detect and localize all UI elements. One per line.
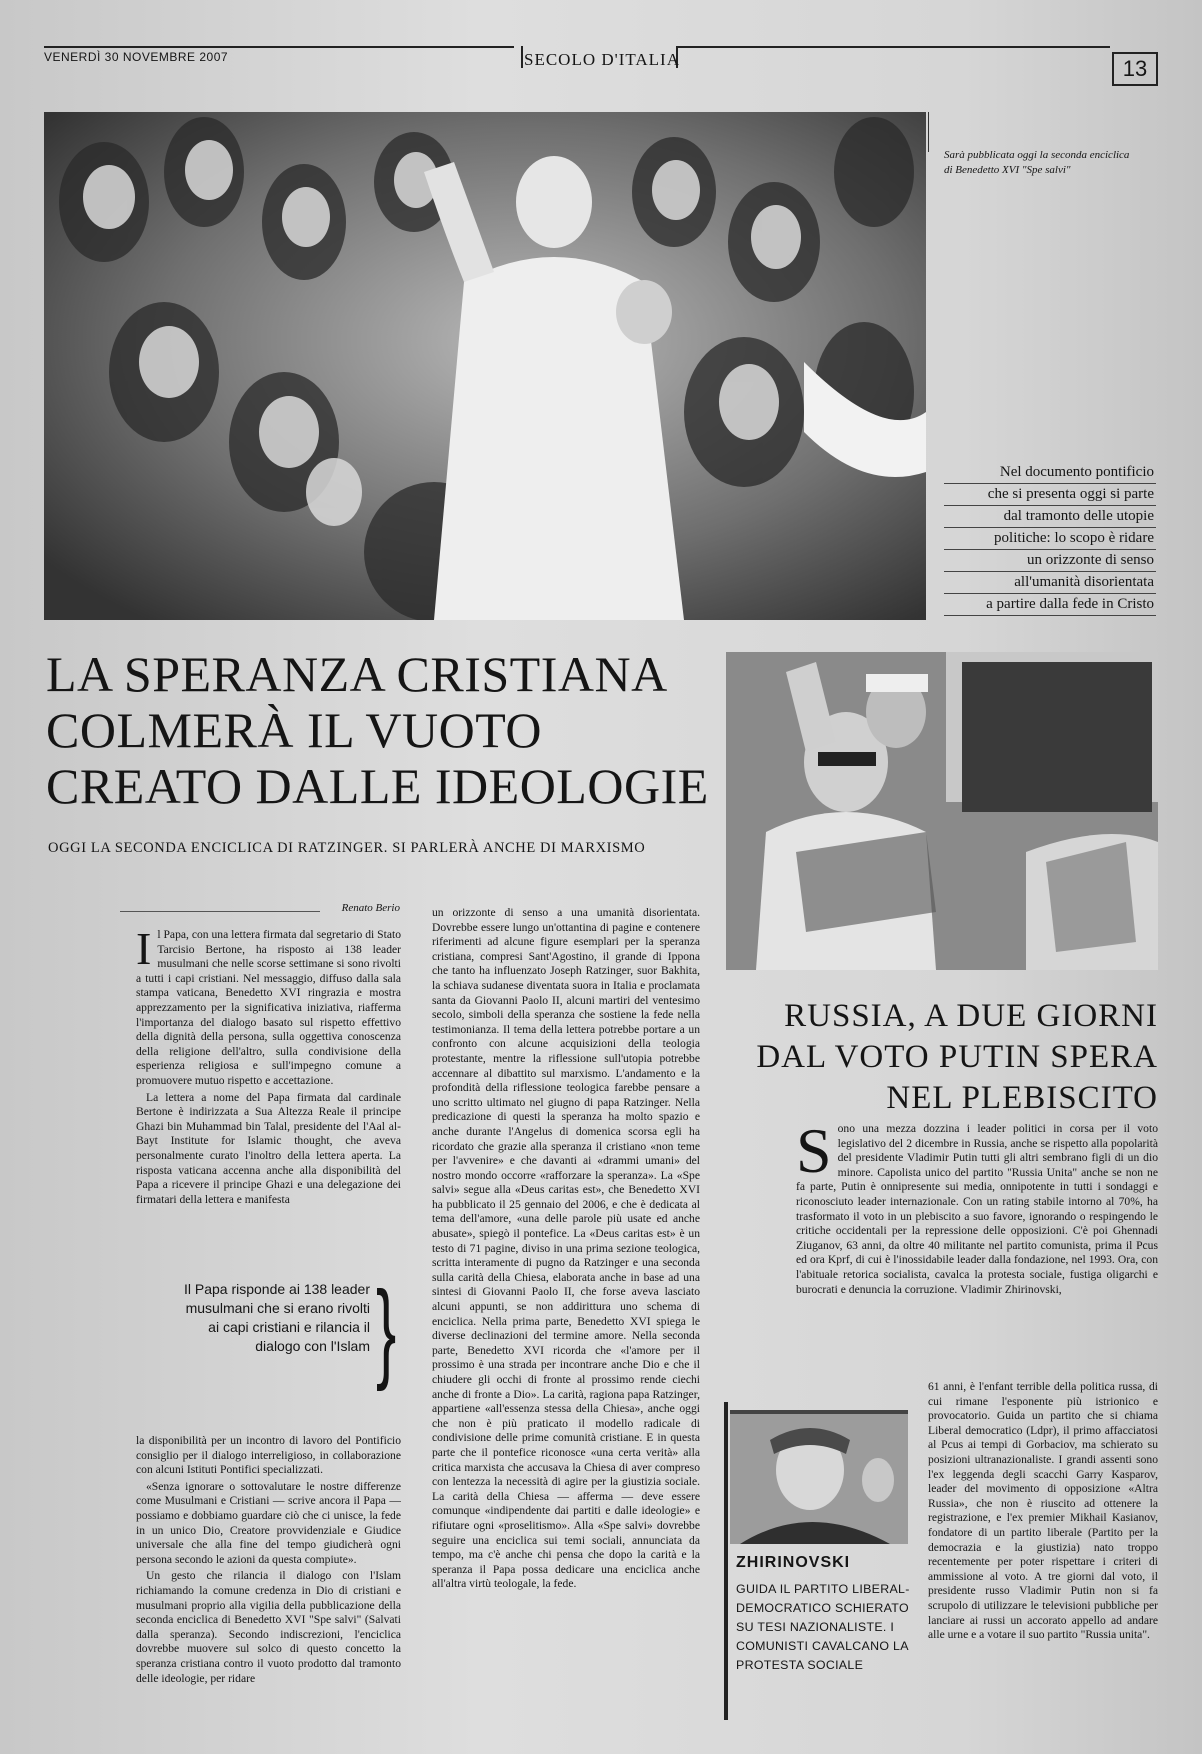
putin-photo <box>726 652 1158 970</box>
main-headline <box>46 646 726 814</box>
page-number: 13 <box>1112 52 1158 86</box>
russia-column-top <box>796 1122 1158 1380</box>
russia-column-bottom <box>928 1380 1158 1724</box>
paragraph: ono una mezza dozzina i leader politici in corsa per il voto legislativo del 2 dicembre in Russia, anche se rispetto alla popolarità del presidente Vladimir Putin tutti gli altri sembrano figli di un dio minore. Capolista unico del partito "Russia Unita" anche se non ne fa parte, Putin è onnipresente sui media, onnipotente in tutti i sondaggi e riconosciuto leader internazionale. Con un rating stabile intorno al 70%, ha trasformato il voto in un plebiscito a suo favore, ignorando o respingendo le critiche occidentali per la repressione delle opposizioni. C'è poi Ghennadi Ziuganov, 63 anni, da oltre 40 militante nel partito comunista, prima il Pcus ed ora Kprf, di cui è l'inossidabile leader dalla fondazione, nel 1993. Ora, con l'abituale retorica socialista, cavalca la protesta sociale, fustiga oligarchi e burocrati e denuncia la corruzione. Vladimir Zhirinovski, <box>796 1122 1158 1296</box>
headline-line: DAL VOTO PUTIN SPERA <box>756 1039 1158 1075</box>
pull-quote-line: che si presenta oggi si parte <box>944 484 1156 506</box>
pull-quote-middle: Il Papa risponde ai 138 leader musulmani che si erano rivolti ai capi cristiani e rilancia il dialogo con l'Islam <box>183 1281 370 1354</box>
headline-line: RUSSIA, A DUE GIORNI <box>784 998 1158 1034</box>
paragraph: l Papa, con una lettera firmata dal segretario di Stato Tarcisio Bertone, ha risposto ai 138 leader musulmani che nelle scorse settimane si sono rivolti a tutti i capi cristiani. Nel messaggio, diffuso dalla sala stampa vaticana, Benedetto XVI ringrazia e mostra apprezzamento per la significativa iniziativa, riafferma l'importanza del dialogo basato sul rispetto effettivo della dignità della persona, sulla oggettiva conoscenza della religione dell'altro, sulla condivisione della esperienza religiosa e sull'impegno comune a promuovere mutuo rispetto e accettazione. <box>136 928 401 1087</box>
article-column-2 <box>432 906 700 1736</box>
zhirinovski-name: ZHIRINOVSKI <box>736 1554 851 1571</box>
dropcap: S <box>796 1122 832 1186</box>
header-divider <box>521 46 523 68</box>
header-paper-name: SECOLO D'ITALIA <box>524 50 680 69</box>
headline-line: COLMERÀ IL VUOTO <box>46 702 542 758</box>
article-column-1-bottom <box>136 1434 401 1736</box>
byline: Renato Berio <box>341 902 400 914</box>
pull-quote-line: dal tramonto delle utopie <box>944 506 1156 528</box>
paragraph: un orizzonte di senso a una umanità disorientata. Dovrebbe essere lungo un'ottantina di pagine e contenere riferimenti ad alcune figure esemplari per la speranza cristiana, compresi Sant'Agostino, il grande di Ippona che tanto ha influenzato Joseph Ratzinger, suor Bakhita, la schiava sudanese diventata suora in Italia e proclamata santa da Giovanni Paolo II, alcuni martiri del ventesimo secolo, simboli della speranza che sostiene la fede nella testimonianza. Il tema della lettera potrebbe portare a un confronto con alcune acquisizioni della teologia protestante, mentre la riflessione sull'utopia potrebbe accennare al dibattito sul marxismo. L'andamento e la profondità della riflessione teologica farebbe pensare a uno scritto ultimato nel giugno di papa Ratzinger. Nella predicazione di questi la speranza ha molto spazio e anche durante l'Angelus di domenica scorsa egli ha ricordato che grazie alla speranza il cristiano «non teme per l'avvenire» e che davanti ai «drammi umani» del nostro mondo occorre «rafforzare la speranza». La «Spe salvi» segue alla «Deus caritas est», che Benedetto XVI ha pubblicato il 25 gennaio del 2006, e che è dedicata al tema dell'amore, «una delle parole più usate ed anche abusate», spiegò il pontefice. La «Deus caritas est» è un testo di 71 pagine, diviso in una prima sezione teologica, scritta interamente di pugno da Ratzinger e una seconda sulla carità della Chiesa, elaborata anche in base ad una sintesi di Giovanni Paolo II, che forse aveva lasciato alcuni appunti, se non addirittura uno schema di enciclica. Nella prima parte, Benedetto XVI spiega le diverse declinazioni del termine amore. Nella seconda parte, Benedetto XVI ricorda che «l'amore per il prossimo è una strada per incontrare anche Dio e che il chiudere gli occhi di fronte al prossimo rende ciechi anche di fronte a Dio». La carità, ragiona papa Ratzinger, appartiene «all'essenza stessa della Chiesa», anche oggi che non è più praticato il modello radicale di condivisione delle prime comunità cristiane. E in questa parte che il pontefice riconosce «una certa verità» alla critica marxista che accusava la Chiesa di aver compreso con lentezza la necessità di agire per la giustizia sociale. La carità della Chiesa — afferma — deve essere comunque «indipendente dai partiti e dalle ideologie» e rifiutare ogni «proselitismo». Alla «Spe salvi» dovrebbe seguire una enciclica sui temi sociali, annunciata da tempo, ma c'è anche chi pensa che dopo la carità e la speranza il Papa possa dedicare una enciclica anche all'altra virtù teologale, la fede. <box>432 906 700 1591</box>
pull-quote-line: Nel documento pontificio <box>944 462 1156 484</box>
photo-caption: Sarà pubblicata oggi la seconda enciclica di Benedetto XVI "Spe salvi" <box>944 149 1130 176</box>
pull-quote-line: politiche: lo scopo è ridare <box>944 528 1156 550</box>
pull-quote-line: a partire dalla fede in Cristo <box>944 594 1156 616</box>
headline-line: LA SPERANZA CRISTIANA <box>46 646 668 702</box>
paragraph: «Senza ignorare o sottovalutare le nostre differenze come Musulmani e Cristiani — scrive ancora il Papa — possiamo e dobbiamo guardare ciò che ci unisce, la fede in un unico Dio, Creatore provvidenziale e Giudice universale che alla fine del tempo giudicherà ogni persona secondo le azioni da questa compiute». <box>136 1479 401 1566</box>
brace-ornament: } <box>376 1269 397 1392</box>
header-rule-left <box>44 46 514 48</box>
paragraph: La lettera a nome del Papa firmata dal cardinale Bertone è indirizzata a Sua Altezza Reale il principe Ghazi bin Muhammad bin Talal, presidente del l'Aal al-Bayt Institute for Islamic thought, che aveva personalmente curato l'inoltro della lettera aperta. La risposta vaticana accenna anche alla disponibilità del Papa a ricevere il principe Ghazi e una delegazione dei firmatari della lettera e manifesta <box>136 1090 401 1206</box>
main-deck: OGGI LA SECONDA ENCICLICA DI RATZINGER. SI PARLERÀ ANCHE DI MARXISMO <box>48 840 646 856</box>
zhirinovski-description: GUIDA IL PARTITO LIBERAL-DEMOCRATICO SCHIERATO SU TESI NAZIONALISTE. I COMUNISTI CAVALCANO LA PROTESTA SOCIALE <box>736 1582 910 1672</box>
dropcap: I <box>136 928 152 974</box>
paragraph: la disponibilità per un incontro di lavoro del Pontificio consiglio per il dialogo interreligioso, in collaborazione con alcuni Istituti Pontifici specializzati. <box>136 1434 401 1477</box>
pope-crowd-photo <box>44 112 926 620</box>
caption-rule <box>928 112 929 152</box>
headline-line: NEL PLEBISCITO <box>886 1080 1158 1116</box>
header-rule-right <box>676 46 1110 48</box>
header-date: VENERDÌ 30 NOVEMBRE 2007 <box>44 50 229 64</box>
article-column-1-top <box>136 928 401 1214</box>
paragraph: Un gesto che rilancia il dialogo con l'Islam richiamando la comune credenza in Dio di cristiani e musulmani proprio alla vigilia della pubblicazione della seconda enciclica di Benedetto XVI "Spe salvi" (Salvati dalla speranza). Secondo indiscrezioni, l'enciclica dovrebbe muovere sul solco di questo concetto la speranza cristiana contro il vuoto prodotto dal tramonto delle ideologie, per ridare <box>136 1569 401 1685</box>
paragraph: 61 anni, è l'enfant terrible della politica russa, di cui rimane l'esponente più istrionico e provocatorio. Guida un partito che si chiama Liberal democratico (Ldpr), il primo affacciatosi al Pcus ai tempi di Gorbaciov, ma schierato su posizioni ultranazionaliste. I grandi assenti sono l'ex leggenda degli scacchi Garry Kasparov, leader del movimento di opposizione «Altra Russia», che non è riuscito ad ottenere la registrazione, e l'ex premier Mikhail Kasianov, fondatore di un partito liberale (Partito per la democrazia e la giustizia) nato troppo recentemente per poter rispettare i criteri di ammissione al voto. A tre giorni dal voto, il presidente russo Vladimir Putin non si fa scrupolo di utilizzare le televisioni pubbliche per lanciare ai russi un accorato appello ad andare alle urne e a votare il suo partito "Russia unita". <box>928 1380 1158 1642</box>
headline-line: CREATO DALLE IDEOLOGIE <box>46 758 709 814</box>
zhirinovski-photo <box>730 1410 908 1544</box>
pull-quote-top <box>944 462 1156 616</box>
pull-quote-line: un orizzonte di senso <box>944 550 1156 572</box>
pull-quote-line: all'umanità disorientata <box>944 572 1156 594</box>
russia-headline <box>726 996 1158 1119</box>
